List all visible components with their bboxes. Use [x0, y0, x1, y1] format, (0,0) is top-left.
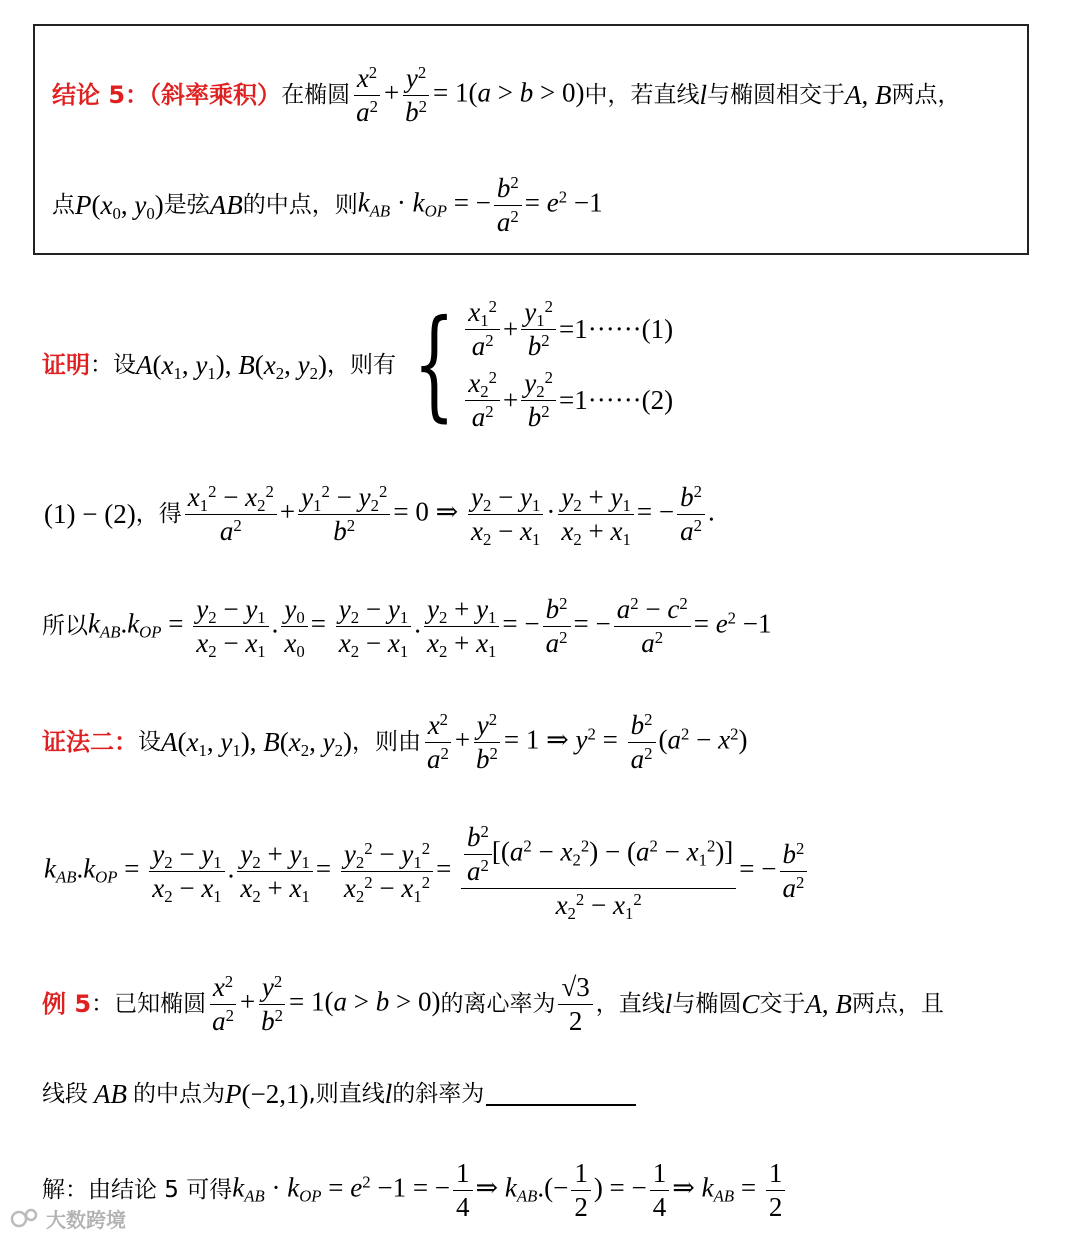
proof2-setup: 证法二： 设 $A(x_1$, $y_1$), $B(x_2$, $y_2$) ，则由 $\frac{x^2}{a^2}$ + $\frac{y^2}{b^2}$ = 1 ⇒ $y^2$ = $\frac{b^2}{a^2}$ $(a^2 - x^2)$ [42, 709, 748, 774]
conclusion-line-1: 结论 5：（斜率乘积） 在椭圆 $\frac{x^2}{a^2}$ + $\frac{y^2}{b^2}$ = 1(a > b > 0) 中，若直线 l 与椭圆相交于 A, B 两点， [52, 62, 961, 127]
proof-conclusion: 所以 $k_{AB}.k_{OP}$ = $\frac{y_2 - y_1}{x_2 - x_1}$ . $\frac{y_0}{x_0}$ = $\frac{y_2 - y_1}{x_2 - x_1}$ . $\frac{y_2 + y_1}{x_2 + x_1}$ = − $\frac{b^2}{a^2}$ = − $\frac{a^2 - c^2}{a^2}$ = $e^2 -1$ [42, 593, 772, 661]
answer-blank [486, 1082, 636, 1106]
solution-line: 解：由结论 5 可得 $k_{AB} \cdot k_{OP} = e^2 -1$ = − $\frac{1}{4}$ ⇒ $k_{AB}.(-$ $\frac{1}{2}$ ) = − $\frac{1}{4}$ ⇒ $k_{AB}$ = $\frac{1}{2}$ [42, 1154, 788, 1226]
proof-setup: 证明 ：设 $A(x_1$, $y_1$), $B(x_2$, $y_2$) ，则有 { $\frac{x_1^2}{a^2}$ + $\frac{y_1^2}{b^2}$ =1······(1) $\frac{x_2^2}{a^2}$ + $\frac{y_2^2}{b^2}$ =1······(2) [42, 295, 674, 434]
conclusion-line-2: 点 $P(x_0$, $y_0$) 是弦 AB 的中点，则 $k_{AB} \cdot k_{OP}$ = − $\frac{b^2}{a^2}$ = $e^2 -1$ [52, 172, 603, 237]
proof-tag: 证明 [42, 351, 90, 379]
example-tag: 例 5 [42, 990, 92, 1018]
proof2-tag: 证法二： [42, 728, 138, 756]
solution-tag: 解：由结论 5 可得 [42, 1176, 233, 1203]
example-line-1: 例 5 ：已知椭圆 $\frac{x^2}{a^2}$ + $\frac{y^2}{b^2}$ = 1(a > b > 0) 的离心率为 $\frac{√3}{2}$ ，直线 l 与椭圆 C 交于 A, B 两点，且 [42, 971, 944, 1036]
equation-system: { $\frac{x_1^2}{a^2}$ + $\frac{y_1^2}{b^2}$ =1······(1) $\frac{x_2^2}{a^2}$ + $\frac{y_2^2}{b^2}$ =1······(2) [413, 295, 674, 434]
slope-product-formula: $k_{AB} \cdot k_{OP}$ = − $\frac{b^2}{a^2}$ = $e^2 -1$ [357, 172, 603, 237]
watermark [10, 1204, 126, 1233]
watermark-text: 大数跨境 [46, 1208, 126, 1232]
proof-subtraction: (1) − (2) ，得 $\frac{x_1^2 - x_2^2}{a^2}$ + $\frac{y_1^2 - y_2^2}{b^2}$ = 0 ⇒ $\frac{y_2 - y_1}{x_2 - x_1}$ · $\frac{y_2 + y_1}{x_2 + x_1}$ = − $\frac{b^2}{a^2}$ . [44, 481, 715, 549]
watermark-logo-icon [10, 1206, 40, 1232]
example-line-2: 线段 AB 的中点为 P(−2,1) ,则直线 l 的斜率为 [42, 1076, 636, 1112]
conclusion-tag: 结论 5：（斜率乘积） [52, 81, 282, 109]
proof2-derivation: $k_{AB}.k_{OP}$ = $\frac{y_2 - y_1}{x_2 - x_1}$ . $\frac{y_2 + y_1}{x_2 + x_1}$ = $\frac{y_2^2 - y_1^2}{x_2^2 - x_1^2}$ = $\frac{b^2}{a^2}$ $[(a^2 - x_2^2) - (a^2 - x_1^2)]$ $x_2^2 - x_1^2$ = − $\frac{b^2}{a^2}$ [44, 816, 810, 926]
ellipse-equation: $\frac{x^2}{a^2}$ + $\frac{y^2}{b^2}$ = 1(a > b > 0) [350, 65, 584, 126]
